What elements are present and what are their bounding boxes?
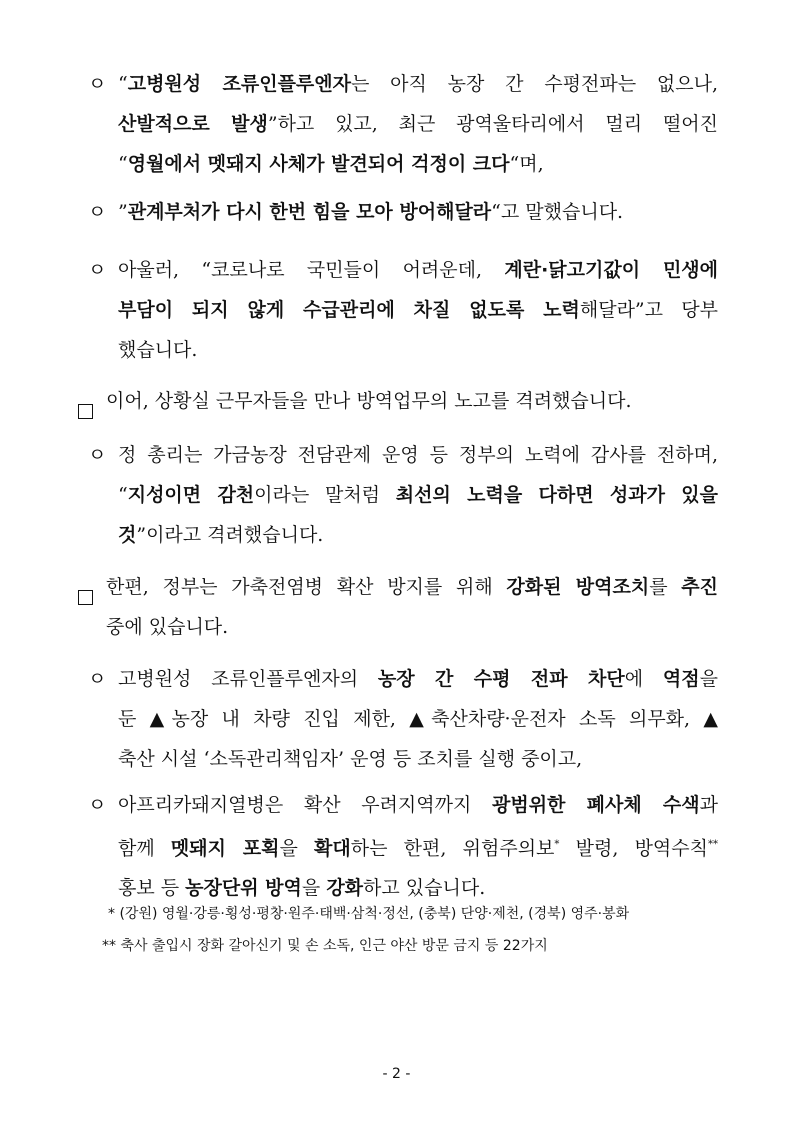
bold-text: 계란·닭고기값이 민생에 <box>504 259 719 281</box>
text: 아프리카돼지열병은 확산 우려지역까지 <box>118 794 492 816</box>
text: 을 <box>301 877 327 900</box>
text-line <box>118 785 718 825</box>
text: 과 <box>699 794 718 816</box>
text: ”하고 있고, 최근 광역울타리에서 멀리 떨어진 <box>267 113 718 135</box>
paragraph-concern <box>88 64 718 184</box>
bold-text: 추진 <box>681 576 719 598</box>
text-line <box>106 567 718 607</box>
bold-text: 확대 <box>314 837 351 860</box>
page-number: - 2 - <box>382 1066 411 1082</box>
text-line <box>118 250 718 290</box>
footnote-mark: * <box>108 906 115 922</box>
footnote-ref: * <box>554 839 560 850</box>
square-bullet-box <box>78 590 93 605</box>
text: 을 <box>699 668 718 690</box>
footnote-mark: ** <box>102 938 116 954</box>
text: 는 아직 농장 간 수평전파는 없으나, <box>351 73 718 95</box>
square-bullet <box>78 579 93 619</box>
circle-bullet: ㅇ <box>88 259 107 281</box>
bold-text: 관계부처가 다시 한번 힘을 모아 방어해달라 <box>127 201 492 223</box>
square-bullet-box <box>78 404 93 419</box>
text: “ <box>118 484 128 506</box>
text: “며, <box>509 153 544 175</box>
bold-text: 멧돼지 포획 <box>170 837 280 860</box>
text-line <box>118 659 718 699</box>
text: 하고 있습니다. <box>363 877 486 900</box>
text: “ <box>118 153 128 175</box>
paragraph-supply <box>88 250 719 370</box>
text-line <box>118 64 718 104</box>
bold-text: 강화 <box>326 877 364 900</box>
bold-text: 산발적으로 발생 <box>118 113 268 135</box>
paragraph-request <box>88 192 718 232</box>
section-measures <box>106 567 718 647</box>
text: 해달라”고 당부 <box>579 299 718 321</box>
text-line: 중에 있습니다. <box>106 616 229 638</box>
text: 이라는 말처럼 <box>254 484 396 506</box>
footnote-2 <box>102 933 548 959</box>
footnote-text: (강원) 영월·강릉·횡성·평창·원주·태백·삼척·정선, (충북) 단양·제천, (경북) 영주·봉화 <box>119 906 630 922</box>
section-encouragement <box>106 381 718 421</box>
text: 하는 한편, 위험주의보 <box>350 837 555 860</box>
text: 아울러, “코로나로 국민들이 어려운데, <box>118 259 505 281</box>
bold-text: 것 <box>118 524 137 546</box>
text-line: 정 총리는 가금농장 전담관제 운영 등 정부의 노력에 감사를 전하며, <box>118 444 718 466</box>
circle-bullet: ㅇ <box>88 444 107 466</box>
bold-text: 농장단위 방역 <box>185 877 302 900</box>
bold-text: 영월에서 멧돼지 사체가 발견되어 걱정이 크다 <box>127 153 510 175</box>
circle-bullet: ㅇ <box>88 668 107 690</box>
text-line: 축산 시설 ‘소독관리책임자’ 운영 등 조치를 실행 중이고, <box>118 748 583 770</box>
circle-bullet: ㅇ <box>88 201 107 223</box>
text: ”이라고 격려했습니다. <box>136 524 324 546</box>
bold-text: 광범위한 폐사체 수색 <box>491 794 700 816</box>
text-line: 했습니다. <box>118 339 198 361</box>
text: 함께 <box>118 837 171 860</box>
text: “ <box>118 73 128 95</box>
text: 을 <box>279 837 315 860</box>
text-line <box>118 515 718 555</box>
text: ” <box>118 201 128 223</box>
circle-bullet: ㅇ <box>88 73 107 95</box>
text: 를 <box>649 576 682 598</box>
bold-text: 고병원성 조류인플루엔자 <box>127 73 351 95</box>
text-line <box>118 104 718 144</box>
text-line <box>118 290 718 330</box>
text-line <box>118 475 718 515</box>
bold-text: 부담이 되지 않게 수급관리에 차질 없도록 노력 <box>118 299 580 321</box>
text: “고 말했습니다. <box>491 201 624 223</box>
text-line: 둔 ▲농장 내 차량 진입 제한, ▲축산차량·운전자 소독 의무화, ▲ <box>118 708 718 730</box>
text: 고병원성 조류인플루엔자의 <box>118 668 378 690</box>
bold-text: 역점 <box>662 668 700 690</box>
paragraph-african-swine-fever <box>88 785 718 908</box>
paragraph-avian-flu <box>88 659 718 779</box>
circle-bullet: ㅇ <box>88 794 107 816</box>
text-line <box>118 825 718 868</box>
footnote-text: 축사 출입시 장화 갈아신기 및 손 소독, 인근 야산 방문 금지 등 22가지 <box>120 938 548 954</box>
text: 홍보 등 <box>118 877 186 900</box>
bold-text: 강화된 방역조치 <box>506 576 650 598</box>
text-line <box>118 192 718 232</box>
square-bullet <box>78 393 93 433</box>
text: 한편, 정부는 가축전염병 확산 방지를 위해 <box>106 576 507 598</box>
footnote-1 <box>108 901 629 927</box>
text-line <box>118 144 718 184</box>
text: 에 <box>624 668 663 690</box>
bold-text: 최선의 노력을 다하면 성과가 있을 <box>395 484 718 506</box>
bold-text: 지성이면 감천 <box>127 484 255 506</box>
text: 발령, 방역수칙 <box>559 837 708 860</box>
paragraph-pm-remarks <box>88 435 718 555</box>
bold-text: 농장 간 수평 전파 차단 <box>377 668 625 690</box>
footnote-ref: ** <box>707 839 718 850</box>
text-line: 이어, 상황실 근무자들을 만나 방역업무의 노고를 격려했습니다. <box>106 390 632 412</box>
